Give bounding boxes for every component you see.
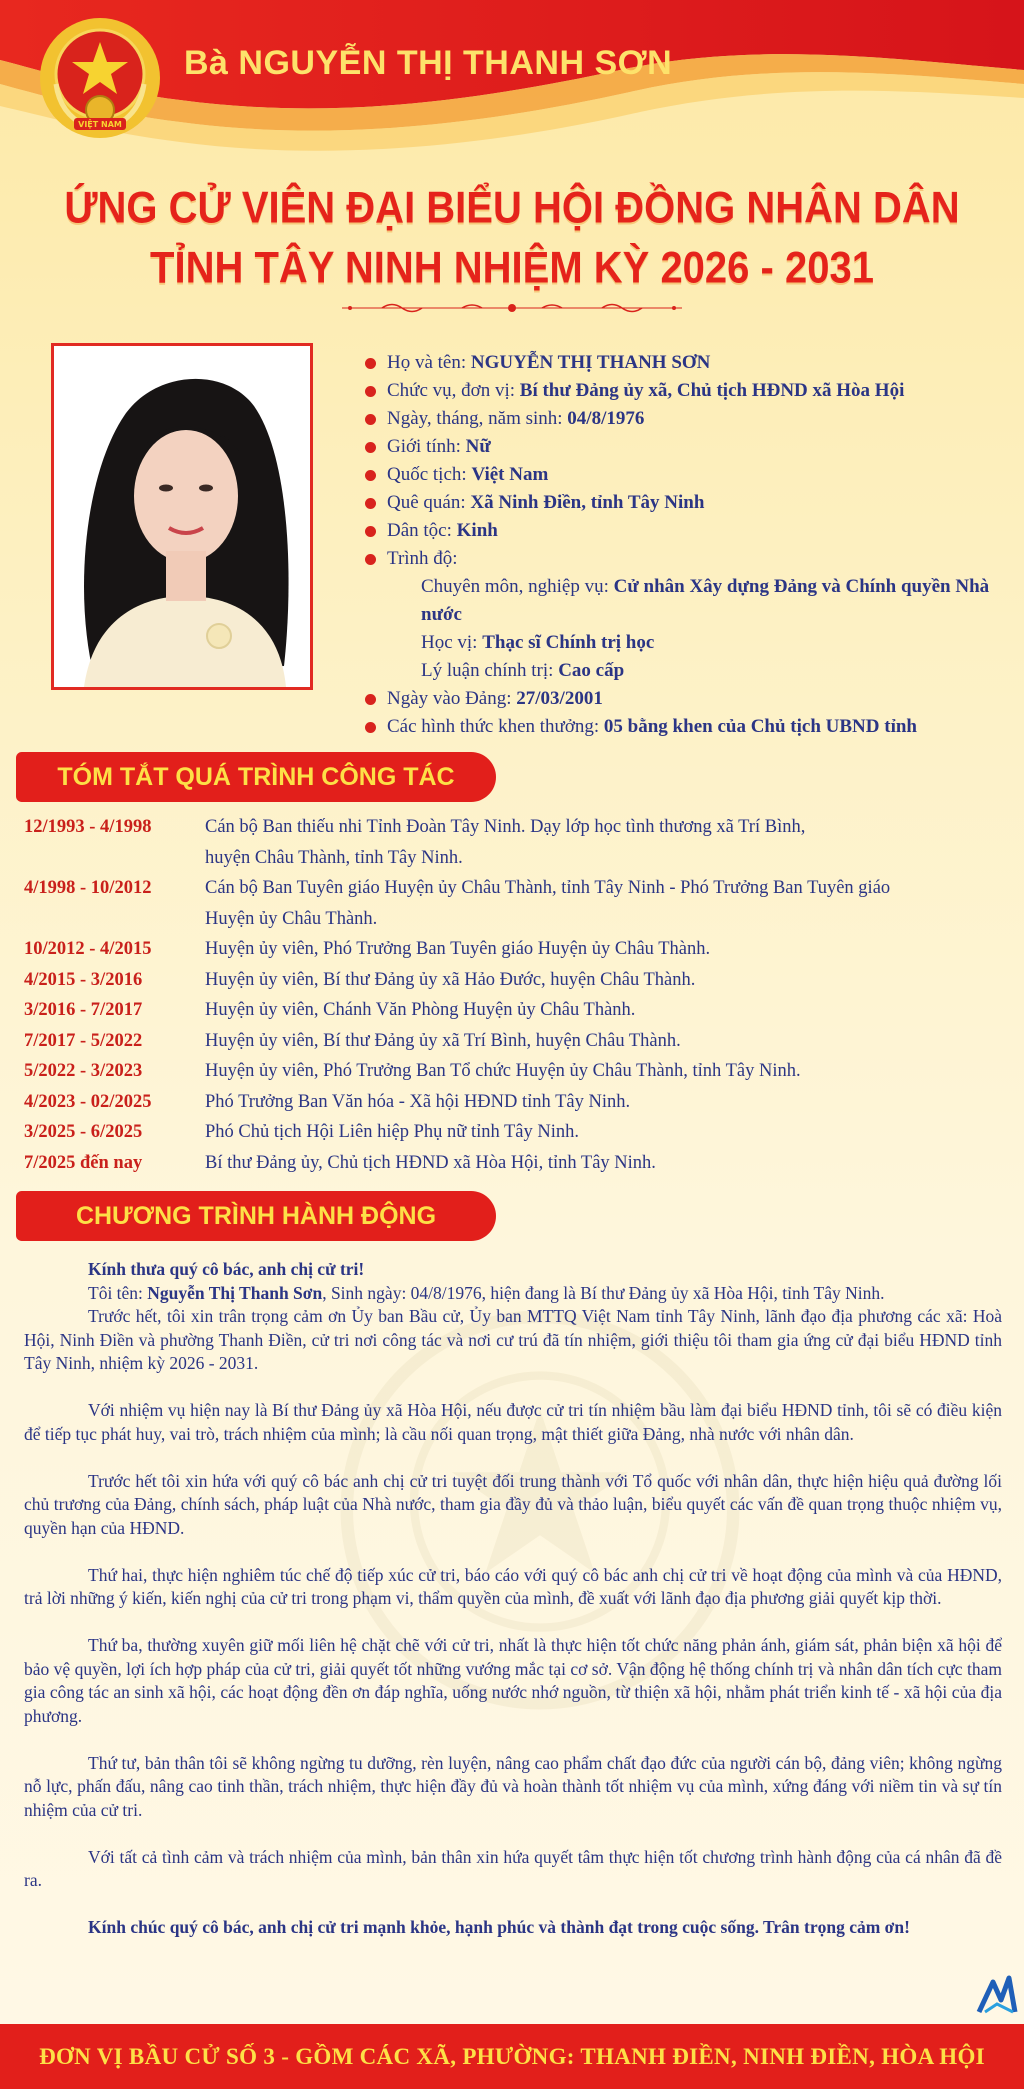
timeline-row [24,995,1014,1026]
timeline-desc-line: Cán bộ Ban Tuyên giáo Huyện ủy Châu Thành, tỉnh Tây Ninh - Phó Trưởng Ban Tuyên giáo [205,878,891,898]
awards-value: 05 bằng khen của Chủ tịch UBND tỉnh [603,716,917,737]
ethnicity-label: Dân tộc: [387,520,457,541]
timeline-date: 7/2017 - 5/2022 [24,1030,143,1051]
info-row-ethnicity [365,517,1005,545]
timeline-desc: Bí thư Đảng ủy, Chủ tịch HĐND xã Hòa Hội, tỉnh Tây Ninh. [205,1152,656,1173]
program-paragraph-6: Thứ tư, bản thân tôi sẽ không ngừng tu dưỡng, rèn luyện, nâng cao phẩm chất đạo đức của người cán bộ, đảng viên; không ngừng nỗ lực, phấn đấu, nâng cao tinh thần, trách nhiệm, thực hiện đầy đủ và hoàn thành tốt nhiệm vụ của mình, xứng đáng với niềm tin và sự tín nhiệm của cử tri. [24,1752,1002,1820]
timeline-desc [205,812,1014,873]
political-label: Lý luận chính trị: [421,660,559,681]
specialty-label: Chuyên môn, nghiệp vụ: [421,576,614,597]
timeline-date: 12/1993 - 4/1998 [24,817,152,837]
info-row-nationality [365,461,1005,489]
intro-name: Nguyễn Thị Thanh Sơn [147,1282,323,1303]
awards-label: Các hình thức khen thưởng: [387,716,604,737]
position-value: Bí thư Đảng ủy xã, Chủ tịch HĐND xã Hòa Hội [519,380,905,401]
program-paragraph-2: Với nhiệm vụ hiện nay là Bí thư Đảng ủy xã Hòa Hội, nếu được cử tri tín nhiệm bầu làm đại biểu HĐND tỉnh, tôi sẽ có điều kiện để tiếp tục phát huy, vai trò, trách nhiệm của mình; là cầu nối quan trọng, mật thiết giữa Đảng, nhà nước với nhân dân. [24,1400,1002,1444]
info-row-name [365,349,1005,377]
intro-prefix: Tôi tên: [88,1282,148,1303]
info-row-party-date [365,685,1005,713]
timeline-desc: Phó Chủ tịch Hội Liên hiệp Phụ nữ tỉnh Tây Ninh. [205,1122,580,1142]
vietnam-national-emblem-icon [36,14,164,142]
position-label: Chức vụ, đơn vị: [387,380,520,401]
bullet-icon [365,498,376,509]
nationality-label: Quốc tịch: [387,464,472,485]
footer-electoral-unit: ĐƠN VỊ BẦU CỬ SỐ 3 - GỒM CÁC XÃ, PHƯỜNG: THANH ĐIỀN, NINH ĐIỀN, HÒA HỘI [0,2024,1024,2089]
program-paragraph-1: Trước hết, tôi xin trân trọng cảm ơn Ủy ban Bầu cử, Ủy ban MTTQ Việt Nam tỉnh Tây Ninh, lãnh đạo địa phương các xã: Hoà Hội, Ninh Điền và phường Thanh Điền, cử tri nơi công tác và nơi cư trú đã tín nhiệm, giới thiệu tôi tham gia ứng cử đại biểu HĐND tỉnh Tây Ninh, nhiệm kỳ 2026 - 2031. [24,1306,1002,1373]
bullet-icon [365,722,376,733]
bullet-icon [365,442,376,453]
program-greeting [24,1258,1002,1282]
program-paragraph-7: Với tất cả tình cảm và trách nhiệm của mình, bản thân xin hứa quyết tâm thực hiện tốt chương trình hành động của cá nhân đã đề ra. [24,1846,1002,1890]
candidate-portrait-photo [51,343,313,690]
program-intro [24,1282,1002,1306]
emblem-text: VIỆT NAM [78,120,122,129]
info-row-education [365,545,1005,573]
publisher-logo-icon [975,1972,1019,2016]
timeline-desc: Huyện ủy viên, Chánh Văn Phòng Huyện ủy Châu Thành. [205,1000,636,1020]
action-program-text [24,1258,1002,1940]
timeline-date: 3/2016 - 7/2017 [24,1000,143,1020]
education-label: Trình độ: [387,548,458,569]
info-row-awards [365,713,1005,741]
timeline-date: 10/2012 - 4/2015 [24,939,152,959]
dob-value: 04/8/1976 [567,408,645,429]
main-title-line-2: TỈNH TÂY NINH NHIỆM KỲ 2026 - 2031 [150,243,874,293]
portrait-illustration [54,346,310,687]
candidate-name-header: Bà NGUYỄN THỊ THANH SƠN [184,44,673,82]
timeline-row [24,1117,1014,1148]
party-date-value: 27/03/2001 [516,688,603,709]
timeline-date: 4/1998 - 10/2012 [24,878,152,898]
program-paragraph-3: Trước hết tôi xin hứa với quý cô bác anh chị cử tri tuyệt đối trung thành với Tổ quốc với nhân dân, thực hiện hiệu quả đường lối chủ trương của Đảng, chính sách, pháp luật của Nhà nước, tham gia đầy đủ và thảo luận, biểu quyết các vấn đề quan trọng thuộc nhiệm vụ, quyền hạn của HĐND. [24,1470,1002,1538]
name-value: NGUYỄN THỊ THANH SƠN [470,352,711,373]
timeline-desc: Huyện ủy viên, Phó Trưởng Ban Tổ chức Huyện ủy Châu Thành, tỉnh Tây Ninh. [205,1061,801,1081]
timeline-row [24,812,1014,873]
timeline-row [24,873,1014,934]
info-row-position [365,377,1005,405]
profile-info-list [365,349,1005,741]
info-sub-political [365,657,1005,685]
bullet-icon [365,414,376,425]
timeline-row [24,1056,1014,1087]
info-row-hometown [365,489,1005,517]
gender-label: Giới tính: [387,436,466,457]
program-paragraph-5: Thứ ba, thường xuyên giữ mối liên hệ chặt chẽ với cử tri, nhất là thực hiện tốt chức năng phản ánh, giám sát, phản biện xã hội để bảo vệ quyền, lợi ích hợp pháp của cử tri, giải quyết tốt những vướng mắc tại cơ sở. Vận động hệ thống chính trị và nhân dân tích cực tham gia công tác an sinh xã hội, các hoạt động đền ơn đáp nghĩa, uống nước nhớ nguồn, từ thiện xã hội, nhằm phát triển kinh tế - xã hội của địa phương. [24,1635,1002,1726]
degree-value: Thạc sĩ Chính trị học [482,632,655,653]
decorative-divider-icon [342,300,682,316]
timeline-date: 4/2015 - 3/2016 [24,969,143,990]
intro-suffix: , Sinh ngày: 04/8/1976, hiện đang là Bí thư Đảng ủy xã Hòa Hội, tỉnh Tây Ninh. [322,1282,885,1303]
info-sub-degree [365,629,1005,657]
main-title-line-1: ỨNG CỬ VIÊN ĐẠI BIỂU HỘI ĐỒNG NHÂN DÂN [64,183,960,233]
timeline-desc: Huyện ủy viên, Bí thư Đảng ủy xã Hảo Đước, huyện Châu Thành. [205,969,696,990]
timeline-row [24,965,1014,996]
timeline-date: 7/2025 đến nay [24,1152,143,1173]
bullet-icon [365,554,376,565]
timeline-desc-line: Cán bộ Ban thiếu nhi Tỉnh Đoàn Tây Ninh. Dạy lớp học tình thương xã Trí Bình, [205,817,806,837]
ethnicity-value: Kinh [456,520,498,541]
bullet-icon [365,358,376,369]
timeline-desc: Phó Trưởng Ban Văn hóa - Xã hội HĐND tỉnh Tây Ninh. [205,1091,631,1112]
timeline-row [24,1087,1014,1118]
bullet-icon [365,526,376,537]
closing-text: Kính chúc quý cô bác, anh chị cử tri mạnh khỏe, hạnh phúc và thành đạt trong cuộc sống. Trân trọng cảm ơn! [88,1917,910,1937]
political-value: Cao cấp [558,660,625,681]
info-sub-specialty [365,573,1005,629]
name-label: Họ và tên: [387,352,471,373]
info-row-dob [365,405,1005,433]
party-date-label: Ngày vào Đảng: [387,688,517,709]
dob-label: Ngày, tháng, năm sinh: [387,408,568,429]
bullet-icon [365,386,376,397]
gender-value: Nữ [465,436,491,457]
degree-label: Học vị: [421,632,483,653]
timeline-date: 3/2025 - 6/2025 [24,1122,143,1142]
timeline-desc-line: huyện Châu Thành, tỉnh Tây Ninh. [205,847,463,868]
timeline-row [24,1026,1014,1057]
timeline-date: 5/2022 - 3/2023 [24,1061,143,1081]
info-row-gender [365,433,1005,461]
program-closing [24,1916,1002,1940]
program-paragraph-4: Thứ hai, thực hiện nghiêm túc chế độ tiếp xúc cử tri, báo cáo với quý cô bác anh chị cử tri về hoạt động của mình và của HĐND, trả lời những ý kiến, kiến nghị của cử tri trong phạm vi, thẩm quyền của mình, đề xuất với lãnh đạo địa phương giải quyết kịp thời. [24,1564,1002,1608]
timeline-row [24,934,1014,965]
timeline-desc [205,873,1014,934]
section-banner-program: CHƯƠNG TRÌNH HÀNH ĐỘNG [16,1191,496,1241]
section-banner-career: TÓM TẮT QUÁ TRÌNH CÔNG TÁC [16,752,496,802]
specialty-value: Cử nhân Xây dựng Đảng và Chính quyền Nhà nước [421,576,990,625]
timeline-desc-line: Huyện ủy Châu Thành. [205,908,378,929]
hometown-value: Xã Ninh Điền, tỉnh Tây Ninh [470,492,705,513]
nationality-value: Việt Nam [471,464,549,485]
bullet-icon [365,470,376,481]
timeline-desc: Huyện ủy viên, Phó Trưởng Ban Tuyên giáo Huyện ủy Châu Thành. [205,939,711,959]
career-timeline [24,812,1014,1178]
bullet-icon [365,694,376,705]
timeline-row [24,1148,1014,1179]
hometown-label: Quê quán: [387,492,471,513]
timeline-date: 4/2023 - 02/2025 [24,1091,152,1112]
greeting-text: Kính thưa quý cô bác, anh chị cử tri! [88,1259,365,1279]
timeline-desc: Huyện ủy viên, Bí thư Đảng ủy xã Trí Bình, huyện Châu Thành. [205,1030,681,1051]
